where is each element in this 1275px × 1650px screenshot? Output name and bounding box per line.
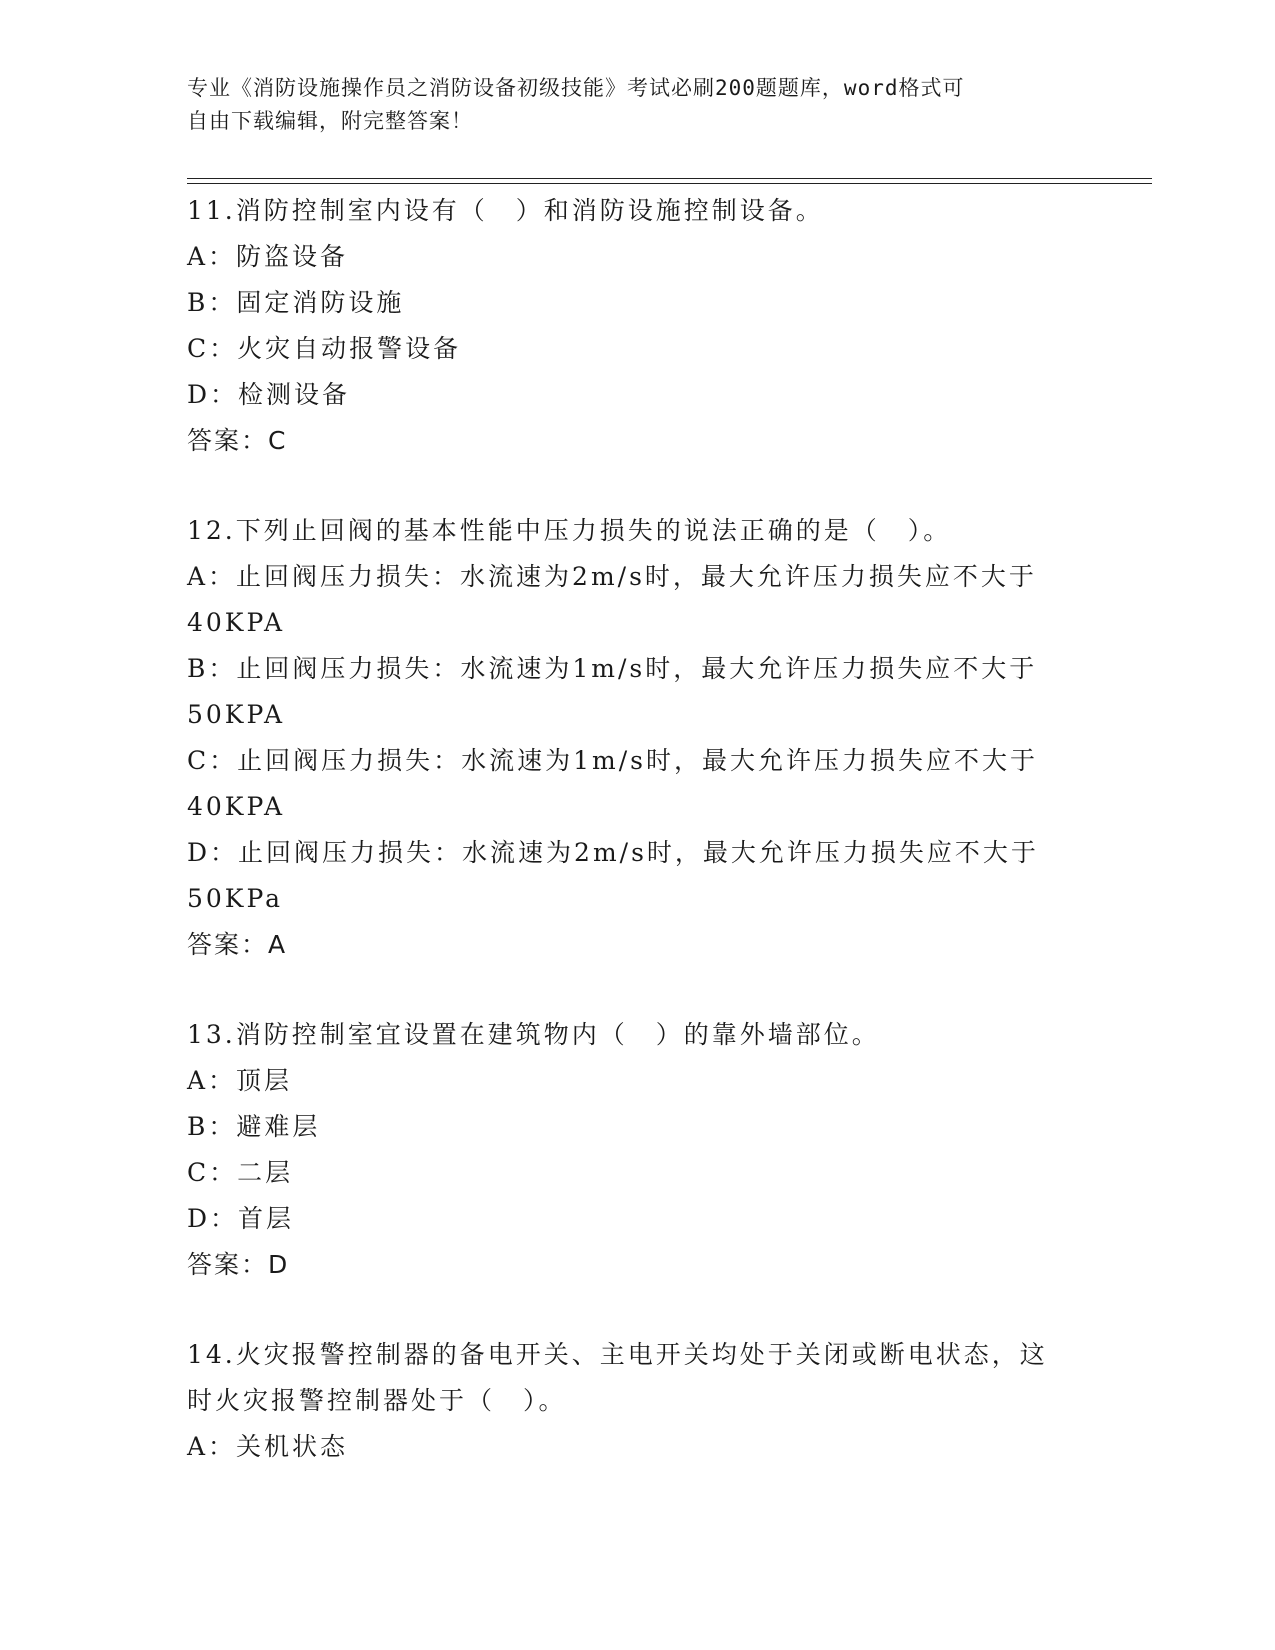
answer-key: 答案：C xyxy=(187,426,288,455)
document-header xyxy=(187,72,1067,138)
answer-option: 40KPA xyxy=(187,792,286,821)
answer-option: 50KPa xyxy=(187,884,284,913)
question-spacer xyxy=(187,1288,1087,1332)
answer-option: D：止回阀压力损失：水流速为2m/s时，最大允许压力损失应不大于 xyxy=(187,838,1039,867)
answer-option: A：关机状态 xyxy=(187,1432,349,1461)
answer-option: A：顶层 xyxy=(187,1066,293,1095)
question-stem: 时火灾报警控制器处于（ ）。 xyxy=(187,1386,567,1415)
question-list xyxy=(187,188,1087,1470)
question-stem: 14.火灾报警控制器的备电开关、主电开关均处于关闭或断电状态，这 xyxy=(187,1340,1048,1369)
answer-key: 答案：A xyxy=(187,930,288,959)
answer-option: B：固定消防设施 xyxy=(187,288,405,317)
answer-option: A：防盗设备 xyxy=(187,242,349,271)
answer-option: C：火灾自动报警设备 xyxy=(187,334,462,363)
header-line-2: 自由下载编辑，附完整答案！ xyxy=(187,109,473,133)
question-spacer xyxy=(187,968,1087,1012)
question-stem: 13.消防控制室宜设置在建筑物内（ ）的靠外墙部位。 xyxy=(187,1020,880,1049)
answer-option: 40KPA xyxy=(187,608,286,637)
question-stem: 12.下列止回阀的基本性能中压力损失的说法正确的是（ ）。 xyxy=(187,516,952,545)
answer-option: C：止回阀压力损失：水流速为1m/s时，最大允许压力损失应不大于 xyxy=(187,746,1038,775)
answer-option: B：避难层 xyxy=(187,1112,321,1141)
answer-key: 答案：D xyxy=(187,1250,290,1279)
question-stem: 11.消防控制室内设有（ ）和消防设施控制设备。 xyxy=(187,196,824,225)
answer-option: 50KPA xyxy=(187,700,286,729)
header-line-1: 专业《消防设施操作员之消防设备初级技能》考试必刷200题题库，word格式可 xyxy=(187,76,965,100)
answer-option: B：止回阀压力损失：水流速为1m/s时，最大允许压力损失应不大于 xyxy=(187,654,1038,683)
answer-option: D：首层 xyxy=(187,1204,295,1233)
answer-option: D：检测设备 xyxy=(187,380,351,409)
answer-option: A：止回阀压力损失：水流速为2m/s时，最大允许压力损失应不大于 xyxy=(187,562,1037,591)
header-divider-top xyxy=(187,178,1152,179)
answer-option: C：二层 xyxy=(187,1158,294,1187)
question-spacer xyxy=(187,464,1087,508)
header-divider-bottom xyxy=(187,183,1152,184)
